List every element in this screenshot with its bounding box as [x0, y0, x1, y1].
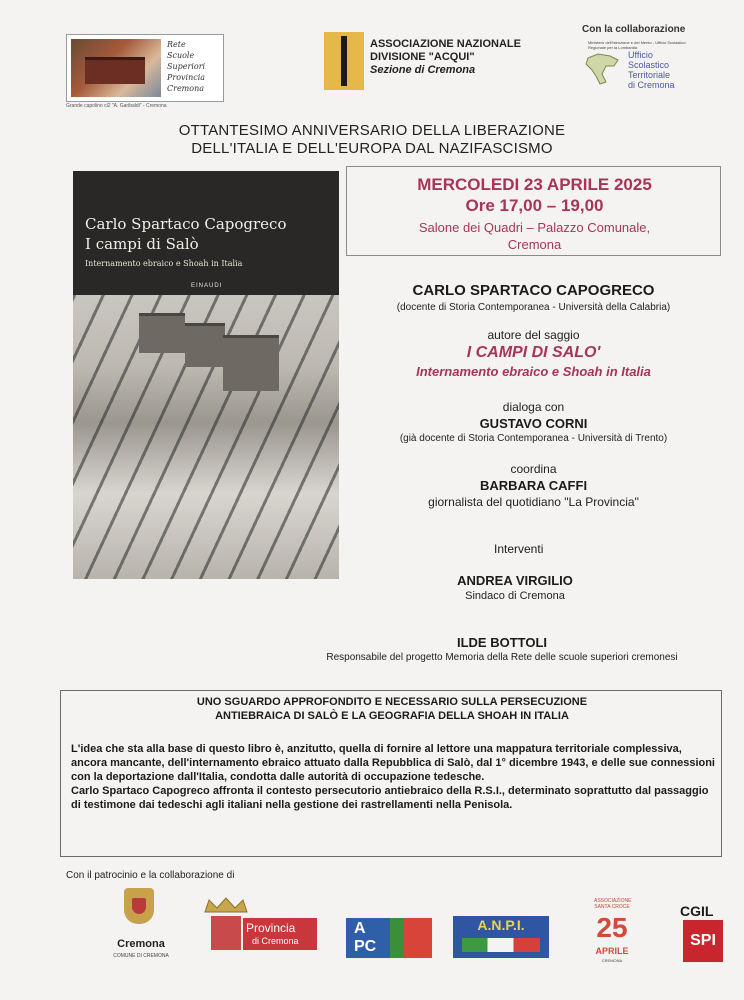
rete-logo-text: Rete Scuole Superiori Provincia Cremona	[167, 40, 206, 93]
book-cover-publisher: EINAUDI	[191, 283, 223, 289]
book-block	[346, 328, 721, 379]
event-date: MERCOLEDI 23 APRILE 2025	[417, 175, 652, 194]
provincia-crest-icon	[211, 916, 241, 950]
book-cover	[73, 171, 339, 579]
interventi-label: Interventi	[494, 542, 544, 556]
book-cover-subtitle: Internamento ebraico e Shoah in Italia	[85, 259, 243, 268]
apc-logo	[346, 918, 432, 958]
event-venue: Salone dei Quadri – Palazzo Comunale, Cremona	[418, 220, 651, 252]
train-wagon-icon	[185, 323, 225, 367]
apc-logo-text	[346, 918, 390, 958]
spi-logo: SPI	[683, 920, 723, 962]
april25-assoc-label: ASSOCIAZIONE SANTA CROCE	[594, 898, 632, 910]
book-cover-photo	[73, 295, 339, 579]
author-of-label: autore del saggio	[487, 328, 580, 342]
apc-green-band	[390, 918, 404, 958]
anpi-acqui-logo-icon	[324, 32, 364, 90]
april25-number: 25	[596, 912, 628, 943]
event-time: Ore 17,00 – 19,00	[465, 196, 604, 215]
april25-label: APRILE	[595, 946, 629, 956]
cremona-logo-sub: COMUNE DI CREMONA	[113, 953, 169, 959]
author-name: CARLO SPARTACO CAPOGRECO	[412, 282, 655, 299]
dialoga-label: dialoga con	[502, 400, 565, 414]
coordina-label: coordina	[510, 462, 557, 476]
corni-name: GUSTAVO CORNI	[479, 416, 588, 431]
description-box	[60, 690, 722, 857]
virgilio-name: ANDREA VIRGILIO	[457, 573, 573, 588]
rete-scuole-logo	[66, 34, 224, 102]
anniversary-heading: OTTANTESIMO ANNIVERSARIO DELLA LIBERAZIONE DELL'ITALIA E DELL'EUROPA DAL NAZIFASCISMO	[178, 122, 566, 157]
virgilio-role: Sindaco di Cremona	[465, 590, 565, 602]
bottoli-role: Responsabile del progetto Memoria della Rete delle scuole superiori cremonesi	[326, 652, 678, 663]
description-paragraph: L'idea che sta alla base di questo libro è, anzitutto, quella di fornire al lettore una mappatura territoriale complessiva, ancora mancante, dell'internamento ebraico attuato dalla Repubblica di Salò, dal 1° dicembre 1943, e delle sue connessioni con la deportazione dall'Italia, condotta dalle autorità di occupazione tedesche.	[71, 743, 715, 783]
anpi-logo-text: A.N.P.I.	[477, 917, 525, 933]
description-body	[71, 742, 717, 812]
corni-role: (già docente di Storia Contemporanea - Università di Trento)	[399, 433, 668, 444]
april25-sub: CREMONA	[601, 958, 623, 963]
bottoli-block	[278, 635, 726, 663]
author-block	[346, 282, 721, 313]
collaboration-label: Con la collaborazione	[582, 24, 686, 35]
collaboration-ministry: Ministero dell'Istruzione e del Merito - Ufficio Scolastico Regionale per la Lombardia	[588, 40, 686, 50]
bottoli-name: ILDE BOTTOLI	[456, 635, 548, 650]
book-cover-title-area	[73, 171, 339, 295]
apc-a-letter: A	[354, 920, 366, 937]
apc-pc-letters: PC	[354, 938, 377, 955]
train-photo-icon	[71, 39, 161, 97]
corni-block	[346, 400, 721, 444]
apc-red-band	[404, 918, 432, 958]
ufficio-scolastico-label: Ufficio Scolastico Territoriale di Cremona	[628, 50, 675, 90]
caffi-block	[346, 462, 721, 509]
essay-subtitle: Internamento ebraico e Shoah in Italia	[416, 364, 651, 379]
description-paragraph: Carlo Spartaco Capogreco affronta il contesto persecutorio antiebraico della R.S.I., determinato soprattutto dal passaggio di testimone dai tedeschi agli italiani nella gestione dei rastrellamenti nella Penisola.	[71, 785, 709, 811]
author-role: (docente di Storia Contemporanea - Università della Calabria)	[396, 302, 671, 313]
association-name: ASSOCIAZIONE NAZIONALE DIVISIONE "ACQUI" Sezione di Cremona	[370, 38, 521, 76]
virgilio-block	[346, 573, 684, 602]
italian-flag-icon	[462, 938, 540, 952]
italy-map-icon	[584, 50, 624, 86]
book-cover-author: Carlo Spartaco Capogreco	[85, 215, 287, 233]
train-wagon-icon	[223, 335, 279, 391]
cgil-logo-text: CGIL	[680, 903, 714, 919]
cremona-crest-icon	[124, 888, 154, 924]
provincia-logo-line1: Provincia	[246, 921, 296, 935]
book-cover-title: I campi di Salò	[85, 235, 199, 253]
provincia-logo-line2: di Cremona	[252, 936, 299, 946]
train-wagon-icon	[139, 313, 185, 353]
caffi-name: BARBARA CAFFI	[479, 478, 588, 493]
essay-title: I CAMPI DI SALO'	[466, 344, 601, 361]
event-details-box	[346, 166, 721, 256]
patrocinio-label: Con il patrocinio e la collaborazione di	[66, 870, 235, 881]
provincia-crown-icon	[201, 896, 251, 914]
rete-caption: Grande capolino cl2 "A. Garibaldi" - Cremona	[66, 103, 167, 109]
description-heading: UNO SGUARDO APPROFONDITO E NECESSARIO SULLA PERSECUZIONE ANTIEBRAICA DI SALÒ E LA GEOGRAFIA DELLA SHOAH IN ITALIA	[196, 696, 588, 722]
cremona-logo-label: Cremona	[117, 938, 165, 950]
caffi-role: giornalista del quotidiano "La Provincia"	[428, 495, 639, 509]
